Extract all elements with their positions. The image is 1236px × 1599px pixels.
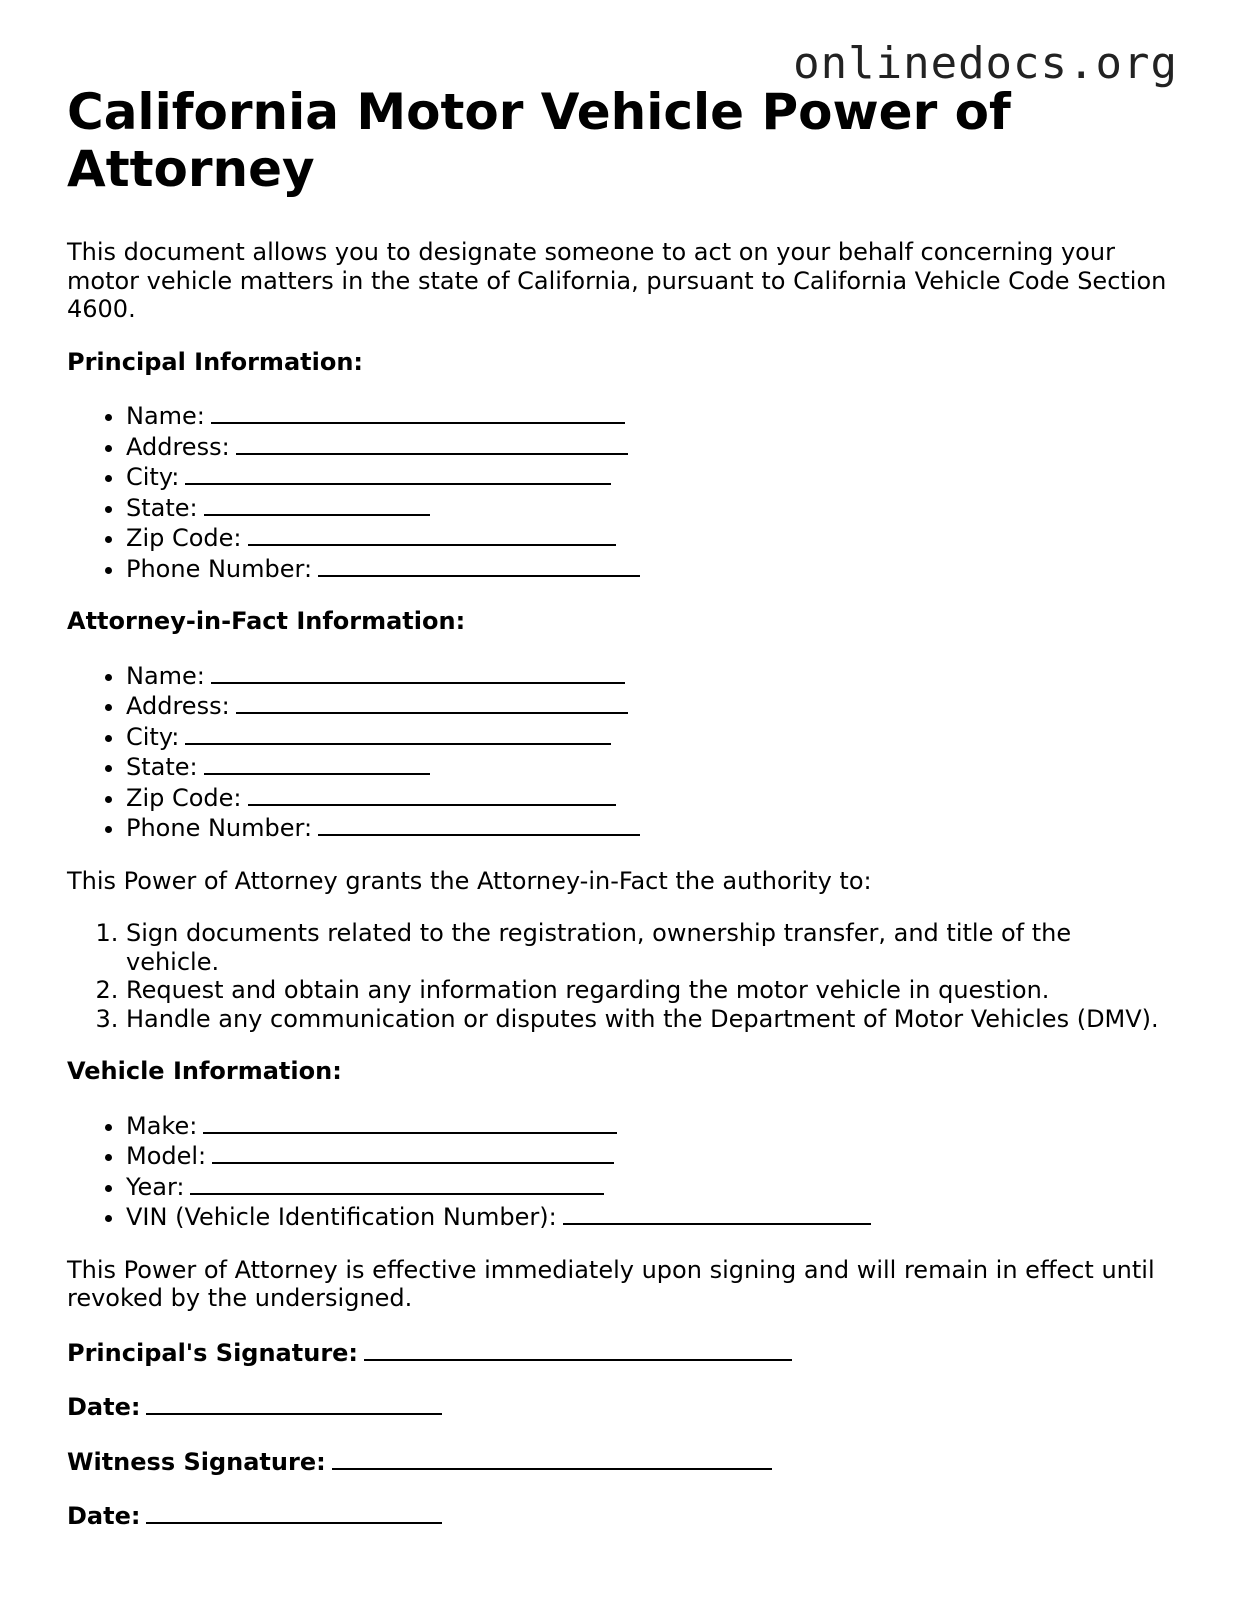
phone-number-blank[interactable] (318, 553, 640, 577)
document-page (67, 84, 1167, 1531)
state-blank[interactable] (204, 751, 430, 775)
principal-fields (67, 400, 1167, 583)
effective-text: This Power of Attorney is effective immediately upon signing and will remain in effect until revoked by the undersigned. (67, 1255, 1155, 1312)
principal-heading: Principal Information: (67, 347, 364, 376)
date-blank[interactable] (146, 1391, 442, 1415)
zip-code-blank[interactable] (248, 782, 616, 806)
witness-signature-line: Witness Signature: (67, 1446, 1167, 1477)
list-item: • Phone Number: (126, 812, 1167, 843)
list-item: • Zip Code: (126, 522, 1167, 553)
vin-blank[interactable] (563, 1201, 871, 1225)
city-blank[interactable] (185, 461, 611, 485)
list-item: 1. Sign documents related to the registration, ownership transfer, and title of the vehicle. (126, 919, 1167, 976)
list-item: • Year: (126, 1171, 1167, 1202)
address-blank[interactable] (236, 431, 628, 455)
watermark: onlinedocs.org (793, 38, 1178, 89)
authority-list (67, 919, 1167, 1033)
name-blank[interactable] (211, 400, 625, 424)
list-item: • State: (126, 751, 1167, 782)
phone-number-blank[interactable] (318, 812, 640, 836)
model-blank[interactable] (212, 1140, 614, 1164)
witness-date-line: Date: (67, 1500, 1167, 1531)
list-item: • City: (126, 721, 1167, 752)
list-item: • VIN (Vehicle Identification Number): (126, 1201, 1167, 1232)
witness-signature-blank[interactable] (332, 1446, 772, 1470)
list-item: 2. Request and obtain any information regarding the motor vehicle in question. (126, 976, 1167, 1005)
address-blank[interactable] (236, 690, 628, 714)
list-item: • Make: (126, 1110, 1167, 1141)
vehicle-heading: Vehicle Information: (67, 1057, 342, 1085)
list-item: • Name: (126, 660, 1167, 691)
page-title: California Motor Vehicle Power of Attorney (67, 83, 1011, 198)
list-item: • City: (126, 461, 1167, 492)
principal-signature-line: Principal's Signature: (67, 1337, 1167, 1368)
principal-date-line: Date: (67, 1391, 1167, 1422)
list-item: • State: (126, 492, 1167, 523)
date-blank[interactable] (146, 1500, 442, 1524)
vehicle-fields (67, 1110, 1167, 1232)
list-item: • Name: (126, 400, 1167, 431)
list-item: 3. Handle any communication or disputes with the Department of Motor Vehicles (DMV). (126, 1005, 1167, 1034)
name-blank[interactable] (211, 660, 625, 684)
city-blank[interactable] (185, 721, 611, 745)
state-blank[interactable] (204, 492, 430, 516)
list-item: • Phone Number: (126, 553, 1167, 584)
attorney-fields (67, 660, 1167, 843)
make-blank[interactable] (203, 1110, 617, 1134)
list-item: • Zip Code: (126, 782, 1167, 813)
list-item: • Address: (126, 690, 1167, 721)
attorney-heading: Attorney-in-Fact Information: (67, 607, 466, 635)
year-blank[interactable] (190, 1171, 604, 1195)
list-item: • Model: (126, 1140, 1167, 1171)
authority-intro: This Power of Attorney grants the Attorney-in-Fact the authority to: (67, 866, 872, 895)
list-item: • Address: (126, 431, 1167, 462)
zip-code-blank[interactable] (248, 522, 616, 546)
intro-text: This document allows you to designate someone to act on your behalf concerning your motor vehicle matters in the state of California, pursuant to California Vehicle Code Section 4600. (67, 238, 1167, 323)
principal-signature-blank[interactable] (364, 1337, 792, 1361)
